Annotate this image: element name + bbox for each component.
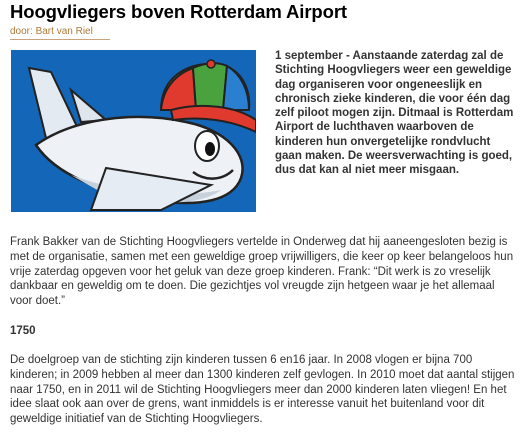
article-image — [11, 50, 256, 212]
article-intro: 1 september - Aanstaande zaterdag zal de Stichting Hoogvliegers weer een geweldige dag organiseren voor ongeneeslijk en chronisch zieke kinderen, die voor één dag zelf piloot mogen zijn. Ditmaal is Rotterdam Airport de luchthaven waarboven de kinderen hun onvergetelijke rondvlucht gaan maken. De weersverwachting is goed, dus dat kan al niet meer misgaan. — [275, 50, 514, 177]
article-paragraph: Frank Bakker van de Stichting Hoogvliegers vertelde in Onderweg dat hij aaneengesloten bezig is met de organisatie, samen met een geweldige groep vrijwilligers, die keer op keer belangeloos hun vrije zaterdag opgeven voor het geluk van deze groep kinderen. Frank: “Dit werk is zo vreselijk dankbaar en geweldig om te doen. Die gezichtjes vol vreugde zijn hetgeen waar je het allemaal voor doet.” — [10, 236, 514, 308]
cartoon-airplane-icon — [11, 50, 256, 212]
section-heading: 1750 — [10, 325, 36, 337]
article-byline: door: Bart van Riel — [10, 26, 93, 37]
article-paragraph: De doelgroep van de stichting zijn kinderen tussen 6 en16 jaar. In 2008 vlogen er bijna 700 kinderen; in 2009 hebben al meer dan 1300 kinderen zelf gevlogen. In 2010 moet dat aantal stijgen naar 1750, en in 2011 wil de Stichting Hoogvliegers meer dan 2000 kinderen laten vliegen! En het idee slaat ook aan over de grens, want inmiddels is er interesse vanuit het buitenland voor dit geweldige initiatief van de Stichting Hoogvliegers. — [10, 354, 515, 426]
byline-divider — [10, 39, 110, 40]
article-title: Hoogvliegers boven Rotterdam Airport — [10, 1, 347, 22]
